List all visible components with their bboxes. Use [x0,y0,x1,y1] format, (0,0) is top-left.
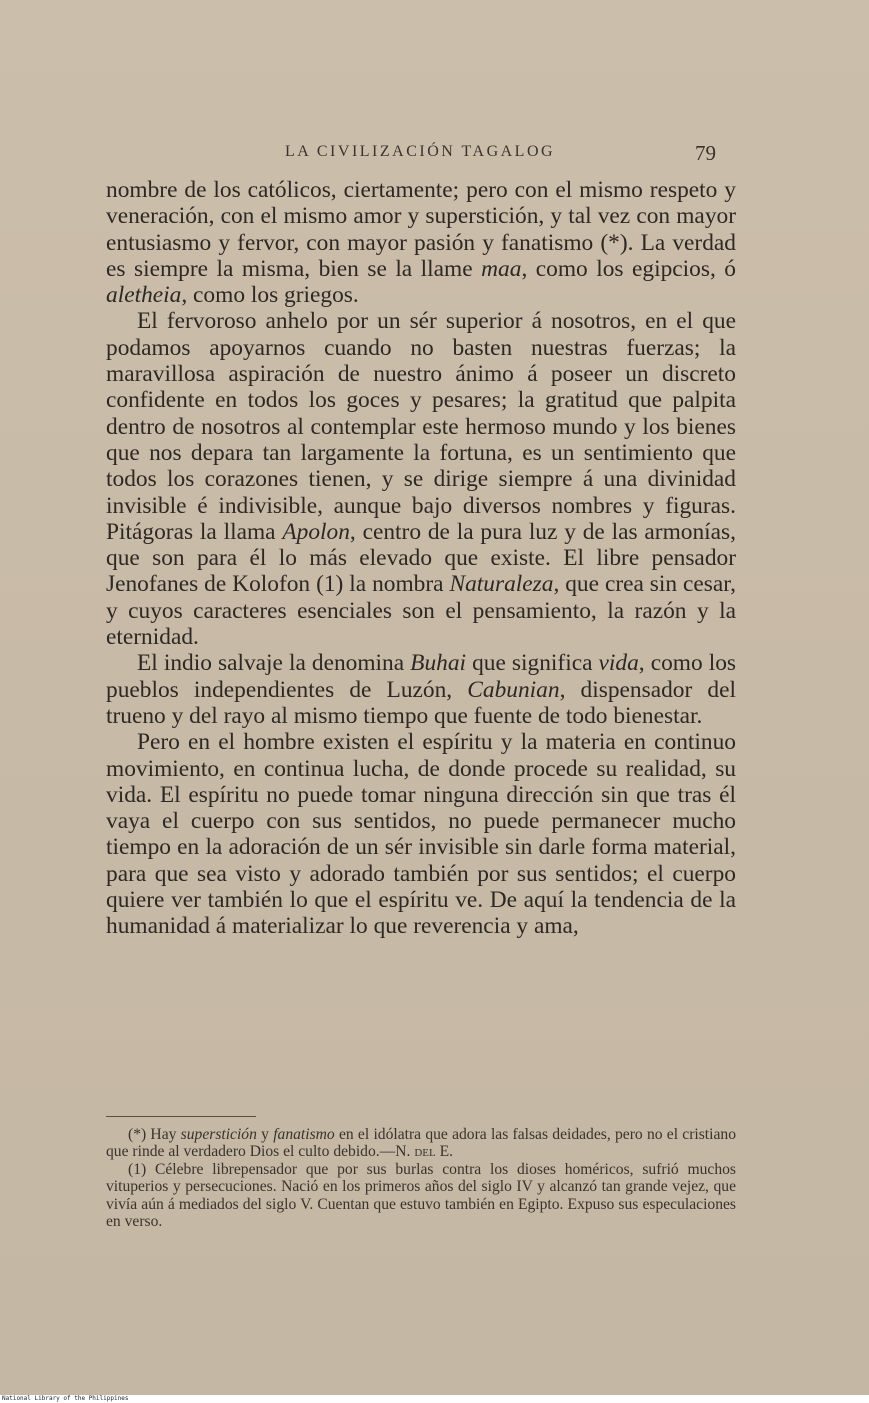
italic-term: Buhai [410,650,467,677]
library-credit: National Library of the Philippines [2,1395,129,1402]
text-run: y [256,1126,274,1143]
footnote-divider [106,1116,256,1117]
footnotes [106,1126,736,1230]
page-header [106,143,734,173]
text-run: , como los pueblos independientes de Luzón, [106,650,737,703]
running-title: LA CIVILIZACIÓN TAGALOG [284,143,556,160]
footer-strip [0,1395,869,1403]
footnote [106,1126,736,1161]
italic-term: Cabunian [467,676,560,703]
footnote [106,1161,736,1231]
italic-term: aletheia [106,282,182,309]
text-run: El fervoroso anhelo por un sér superior á nosotros, en el que podamos apoyarnos cuando no basten nuestras fuerzas; la maravillosa aspiración de nuestro ánimo á poseer un discreto confidente en todos los goces y pesares; la gratitud que palpita dentro de nosotros al contemplar este hermoso mundo y los bienes que nos depara tan largamente la fortuna, es un sentimiento que todos los corazones tienen, y se dirige siempre á una divinidad invisible é indivisible, aunque bajo diversos nombres y figuras. Pitágoras la llama [106,308,736,545]
text-run: del [414,1143,436,1161]
text-run: , como los griegos. [181,282,359,309]
body-text [106,177,736,940]
italic-term: maa [481,255,522,282]
text-run: , que crea sin cesar, y cuyos caracteres esenciales son el pensamiento, la razón y la eternidad. [106,571,736,651]
paragraph [106,650,736,729]
text-run: , dispensador del trueno y del rayo al mismo tiempo que fuente de todo bienestar. [106,676,736,729]
text-run: El indio salvaje la denomina [137,650,411,677]
text-run: (*) Hay [128,1126,181,1143]
text-run: , centro de la pura luz y de las armonías, que son para él lo más elevado que existe. El libre pensador Jenofanes de Kolofon (1) la nombra [106,518,736,598]
text-run: E. [435,1143,454,1161]
italic-term: vida [598,650,639,677]
italic-term: fanatismo [273,1126,335,1143]
text-run: Pero en el hombre existen el espíritu y la materia en continuo movimiento, en continua lucha, de donde procede su realidad, su vida. El espíritu no puede tomar ninguna dirección sin que tras él vaya el cuerpo con sus sentidos, no puede permanecer mucho tiempo en la adoración de un sér invisible sin darle forma material, para que sea visto y adorado también por sus sentidos; el cuerpo quiere ver también lo que el espíritu ve. De aquí la tendencia de la humanidad á materializar lo que reverencia y ama, [106,729,736,940]
paragraph [106,729,736,939]
text-run: que significa [466,650,599,677]
text-run: (1) Célebre librepensador que por sus burlas contra los dioses homéricos, sufrió muchos vituperios y persecuciones. Nació en los primeros años del siglo IV y alcanzó tan grande vejez, que vivía aún á mediados del siglo V. Cuentan que estuvo también en Egipto. Expuso sus especulaciones en verso. [106,1160,736,1231]
italic-term: Apolon [282,518,350,545]
italic-term: superstición [180,1126,257,1143]
page-number: 79 [695,141,716,165]
text-run: , como los egipcios, ó [521,255,736,282]
text-run: nombre de los católicos, ciertamente; pero con el mismo respeto y veneración, con el mismo amor y superstición, y tal vez con mayor entusiasmo y fervor, con mayor pasión y fanatismo (*). La verdad es siempre la misma, bien se la llame [106,177,736,282]
text-run: en el idólatra que adora las falsas deidades, pero no el cristiano que rinde al verdadero Dios el culto debido.—N. [106,1126,736,1161]
paragraph [106,177,736,308]
italic-term: Naturaleza [449,571,554,598]
paragraph [106,308,736,650]
